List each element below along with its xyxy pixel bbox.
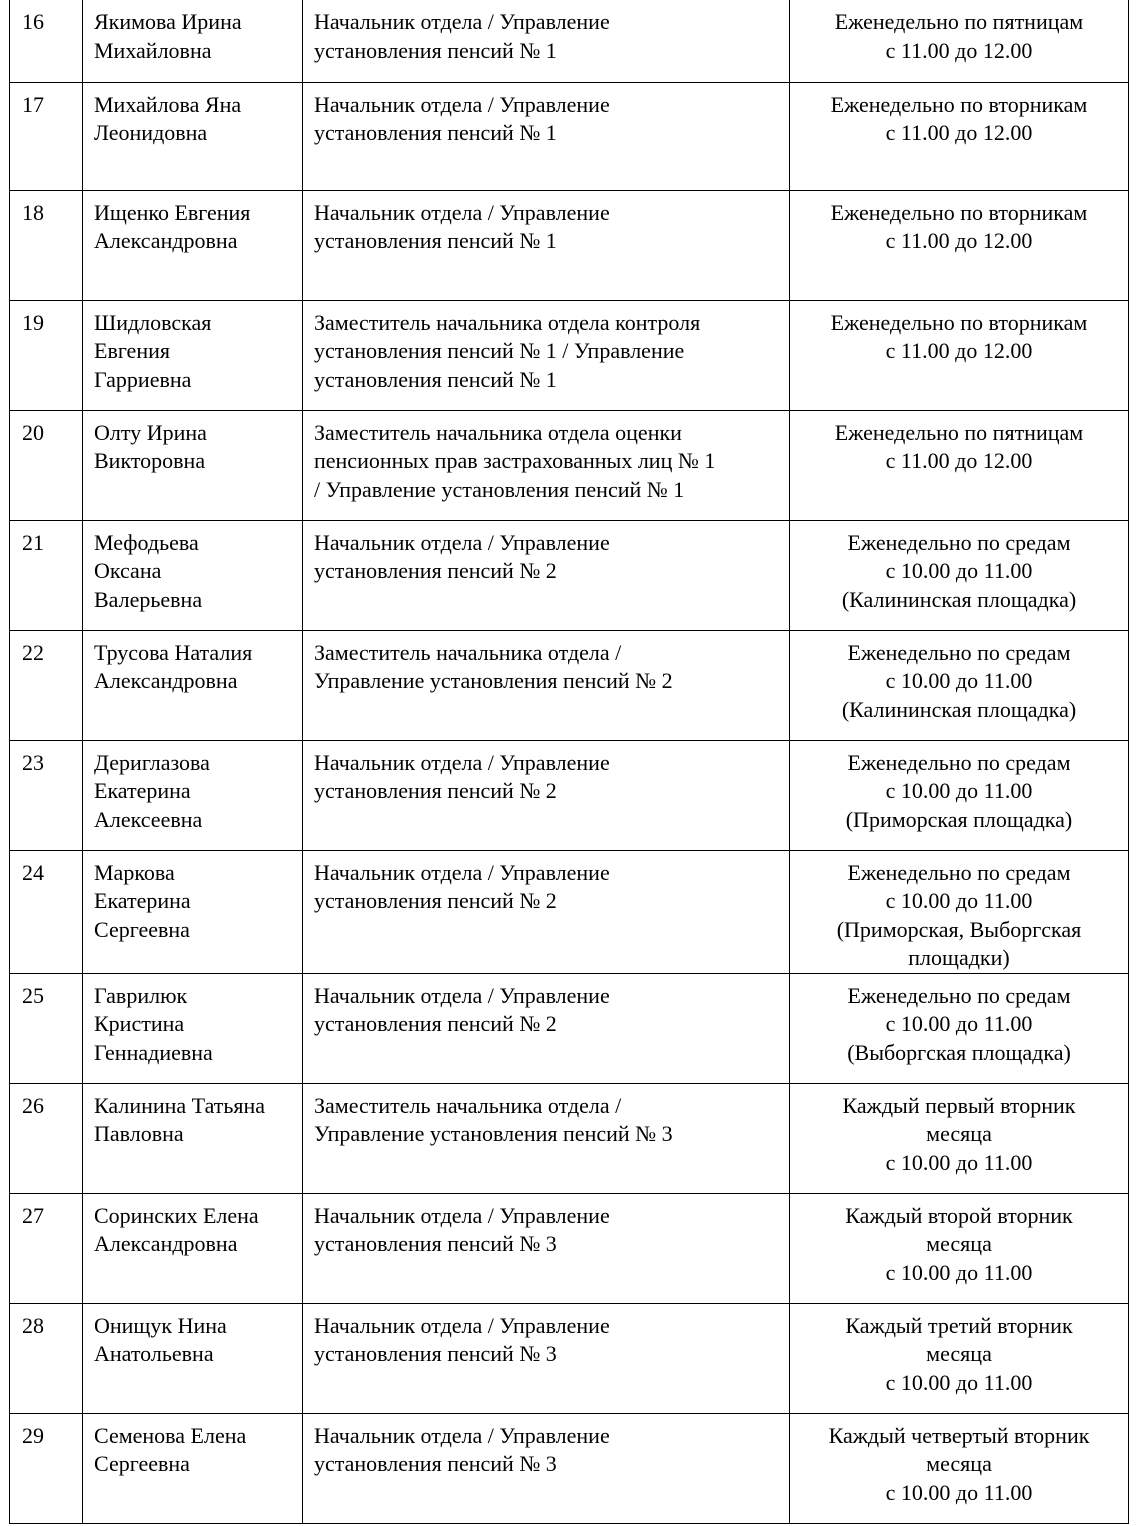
row-number: 27 bbox=[10, 1193, 83, 1303]
table-row bbox=[10, 300, 1129, 410]
employee-position: Заместитель начальника отдела / Управление установления пенсий № 3 bbox=[303, 1083, 790, 1193]
table-row bbox=[10, 1303, 1129, 1413]
table-row bbox=[10, 630, 1129, 740]
reception-schedule: Еженедельно по пятницам с 11.00 до 12.00 bbox=[790, 410, 1129, 520]
reception-schedule: Каждый второй вторник месяца с 10.00 до 11.00 bbox=[790, 1193, 1129, 1303]
employee-name: Трусова Наталия Александровна bbox=[83, 630, 303, 740]
reception-schedule: Еженедельно по вторникам с 11.00 до 12.00 bbox=[790, 300, 1129, 410]
row-number: 29 bbox=[10, 1413, 83, 1523]
table-row bbox=[10, 740, 1129, 850]
row-number: 26 bbox=[10, 1083, 83, 1193]
row-number: 22 bbox=[10, 630, 83, 740]
reception-schedule: Каждый четвертый вторник месяца с 10.00 до 11.00 bbox=[790, 1413, 1129, 1523]
employee-position: Начальник отдела / Управление установления пенсий № 2 bbox=[303, 973, 790, 1083]
row-number: 21 bbox=[10, 520, 83, 630]
row-number: 24 bbox=[10, 850, 83, 973]
table-row bbox=[10, 82, 1129, 190]
row-number: 18 bbox=[10, 190, 83, 300]
employee-position: Начальник отдела / Управление установления пенсий № 1 bbox=[303, 190, 790, 300]
employee-position: Начальник отдела / Управление установления пенсий № 3 bbox=[303, 1303, 790, 1413]
table-body bbox=[10, 0, 1129, 1523]
employee-name: Михайлова Яна Леонидовна bbox=[83, 82, 303, 190]
row-number: 25 bbox=[10, 973, 83, 1083]
employee-position: Начальник отдела / Управление установления пенсий № 1 bbox=[303, 0, 790, 82]
row-number: 23 bbox=[10, 740, 83, 850]
employee-position: Начальник отдела / Управление установления пенсий № 2 bbox=[303, 520, 790, 630]
row-number: 17 bbox=[10, 82, 83, 190]
employee-name: Якимова Ирина Михайловна bbox=[83, 0, 303, 82]
employee-name: Дериглазова Екатерина Алексеевна bbox=[83, 740, 303, 850]
employee-name: Мефодьева Оксана Валерьевна bbox=[83, 520, 303, 630]
employee-name: Семенова Елена Сергеевна bbox=[83, 1413, 303, 1523]
row-number: 19 bbox=[10, 300, 83, 410]
employee-position: Заместитель начальника отдела оценки пенсионных прав застрахованных лиц № 1 / Управление установления пенсий № 1 bbox=[303, 410, 790, 520]
reception-schedule: Каждый первый вторник месяца с 10.00 до 11.00 bbox=[790, 1083, 1129, 1193]
reception-schedule: Каждый третий вторник месяца с 10.00 до 11.00 bbox=[790, 1303, 1129, 1413]
reception-schedule: Еженедельно по вторникам с 11.00 до 12.00 bbox=[790, 190, 1129, 300]
table-row bbox=[10, 973, 1129, 1083]
row-number: 28 bbox=[10, 1303, 83, 1413]
table-row bbox=[10, 0, 1129, 82]
employee-name: Ищенко Евгения Александровна bbox=[83, 190, 303, 300]
reception-schedule: Еженедельно по средам с 10.00 до 11.00 (Приморская, Выборгская площадки) bbox=[790, 850, 1129, 973]
table-row bbox=[10, 1083, 1129, 1193]
reception-schedule: Еженедельно по средам с 10.00 до 11.00 (Калининская площадка) bbox=[790, 630, 1129, 740]
table-row bbox=[10, 850, 1129, 973]
table-row bbox=[10, 1413, 1129, 1523]
reception-schedule: Еженедельно по средам с 10.00 до 11.00 (Выборгская площадка) bbox=[790, 973, 1129, 1083]
reception-schedule-table bbox=[9, 0, 1129, 1524]
employee-name: Онищук Нина Анатольевна bbox=[83, 1303, 303, 1413]
employee-name: Калинина Татьяна Павловна bbox=[83, 1083, 303, 1193]
reception-schedule: Еженедельно по вторникам с 11.00 до 12.00 bbox=[790, 82, 1129, 190]
row-number: 20 bbox=[10, 410, 83, 520]
reception-schedule: Еженедельно по пятницам с 11.00 до 12.00 bbox=[790, 0, 1129, 82]
reception-schedule: Еженедельно по средам с 10.00 до 11.00 (Калининская площадка) bbox=[790, 520, 1129, 630]
table-row bbox=[10, 410, 1129, 520]
employee-position: Начальник отдела / Управление установления пенсий № 3 bbox=[303, 1413, 790, 1523]
employee-position: Заместитель начальника отдела / Управление установления пенсий № 2 bbox=[303, 630, 790, 740]
table-row bbox=[10, 1193, 1129, 1303]
row-number: 16 bbox=[10, 0, 83, 82]
reception-schedule: Еженедельно по средам с 10.00 до 11.00 (Приморская площадка) bbox=[790, 740, 1129, 850]
employee-position: Начальник отдела / Управление установления пенсий № 3 bbox=[303, 1193, 790, 1303]
employee-name: Гаврилюк Кристина Геннадиевна bbox=[83, 973, 303, 1083]
employee-name: Шидловская Евгения Гарриевна bbox=[83, 300, 303, 410]
table-row bbox=[10, 520, 1129, 630]
employee-position: Заместитель начальника отдела контроля установления пенсий № 1 / Управление установления пенсий № 1 bbox=[303, 300, 790, 410]
employee-position: Начальник отдела / Управление установления пенсий № 2 bbox=[303, 740, 790, 850]
employee-position: Начальник отдела / Управление установления пенсий № 2 bbox=[303, 850, 790, 973]
employee-name: Маркова Екатерина Сергеевна bbox=[83, 850, 303, 973]
employee-position: Начальник отдела / Управление установления пенсий № 1 bbox=[303, 82, 790, 190]
employee-name: Олту Ирина Викторовна bbox=[83, 410, 303, 520]
employee-name: Соринских Елена Александровна bbox=[83, 1193, 303, 1303]
table-row bbox=[10, 190, 1129, 300]
